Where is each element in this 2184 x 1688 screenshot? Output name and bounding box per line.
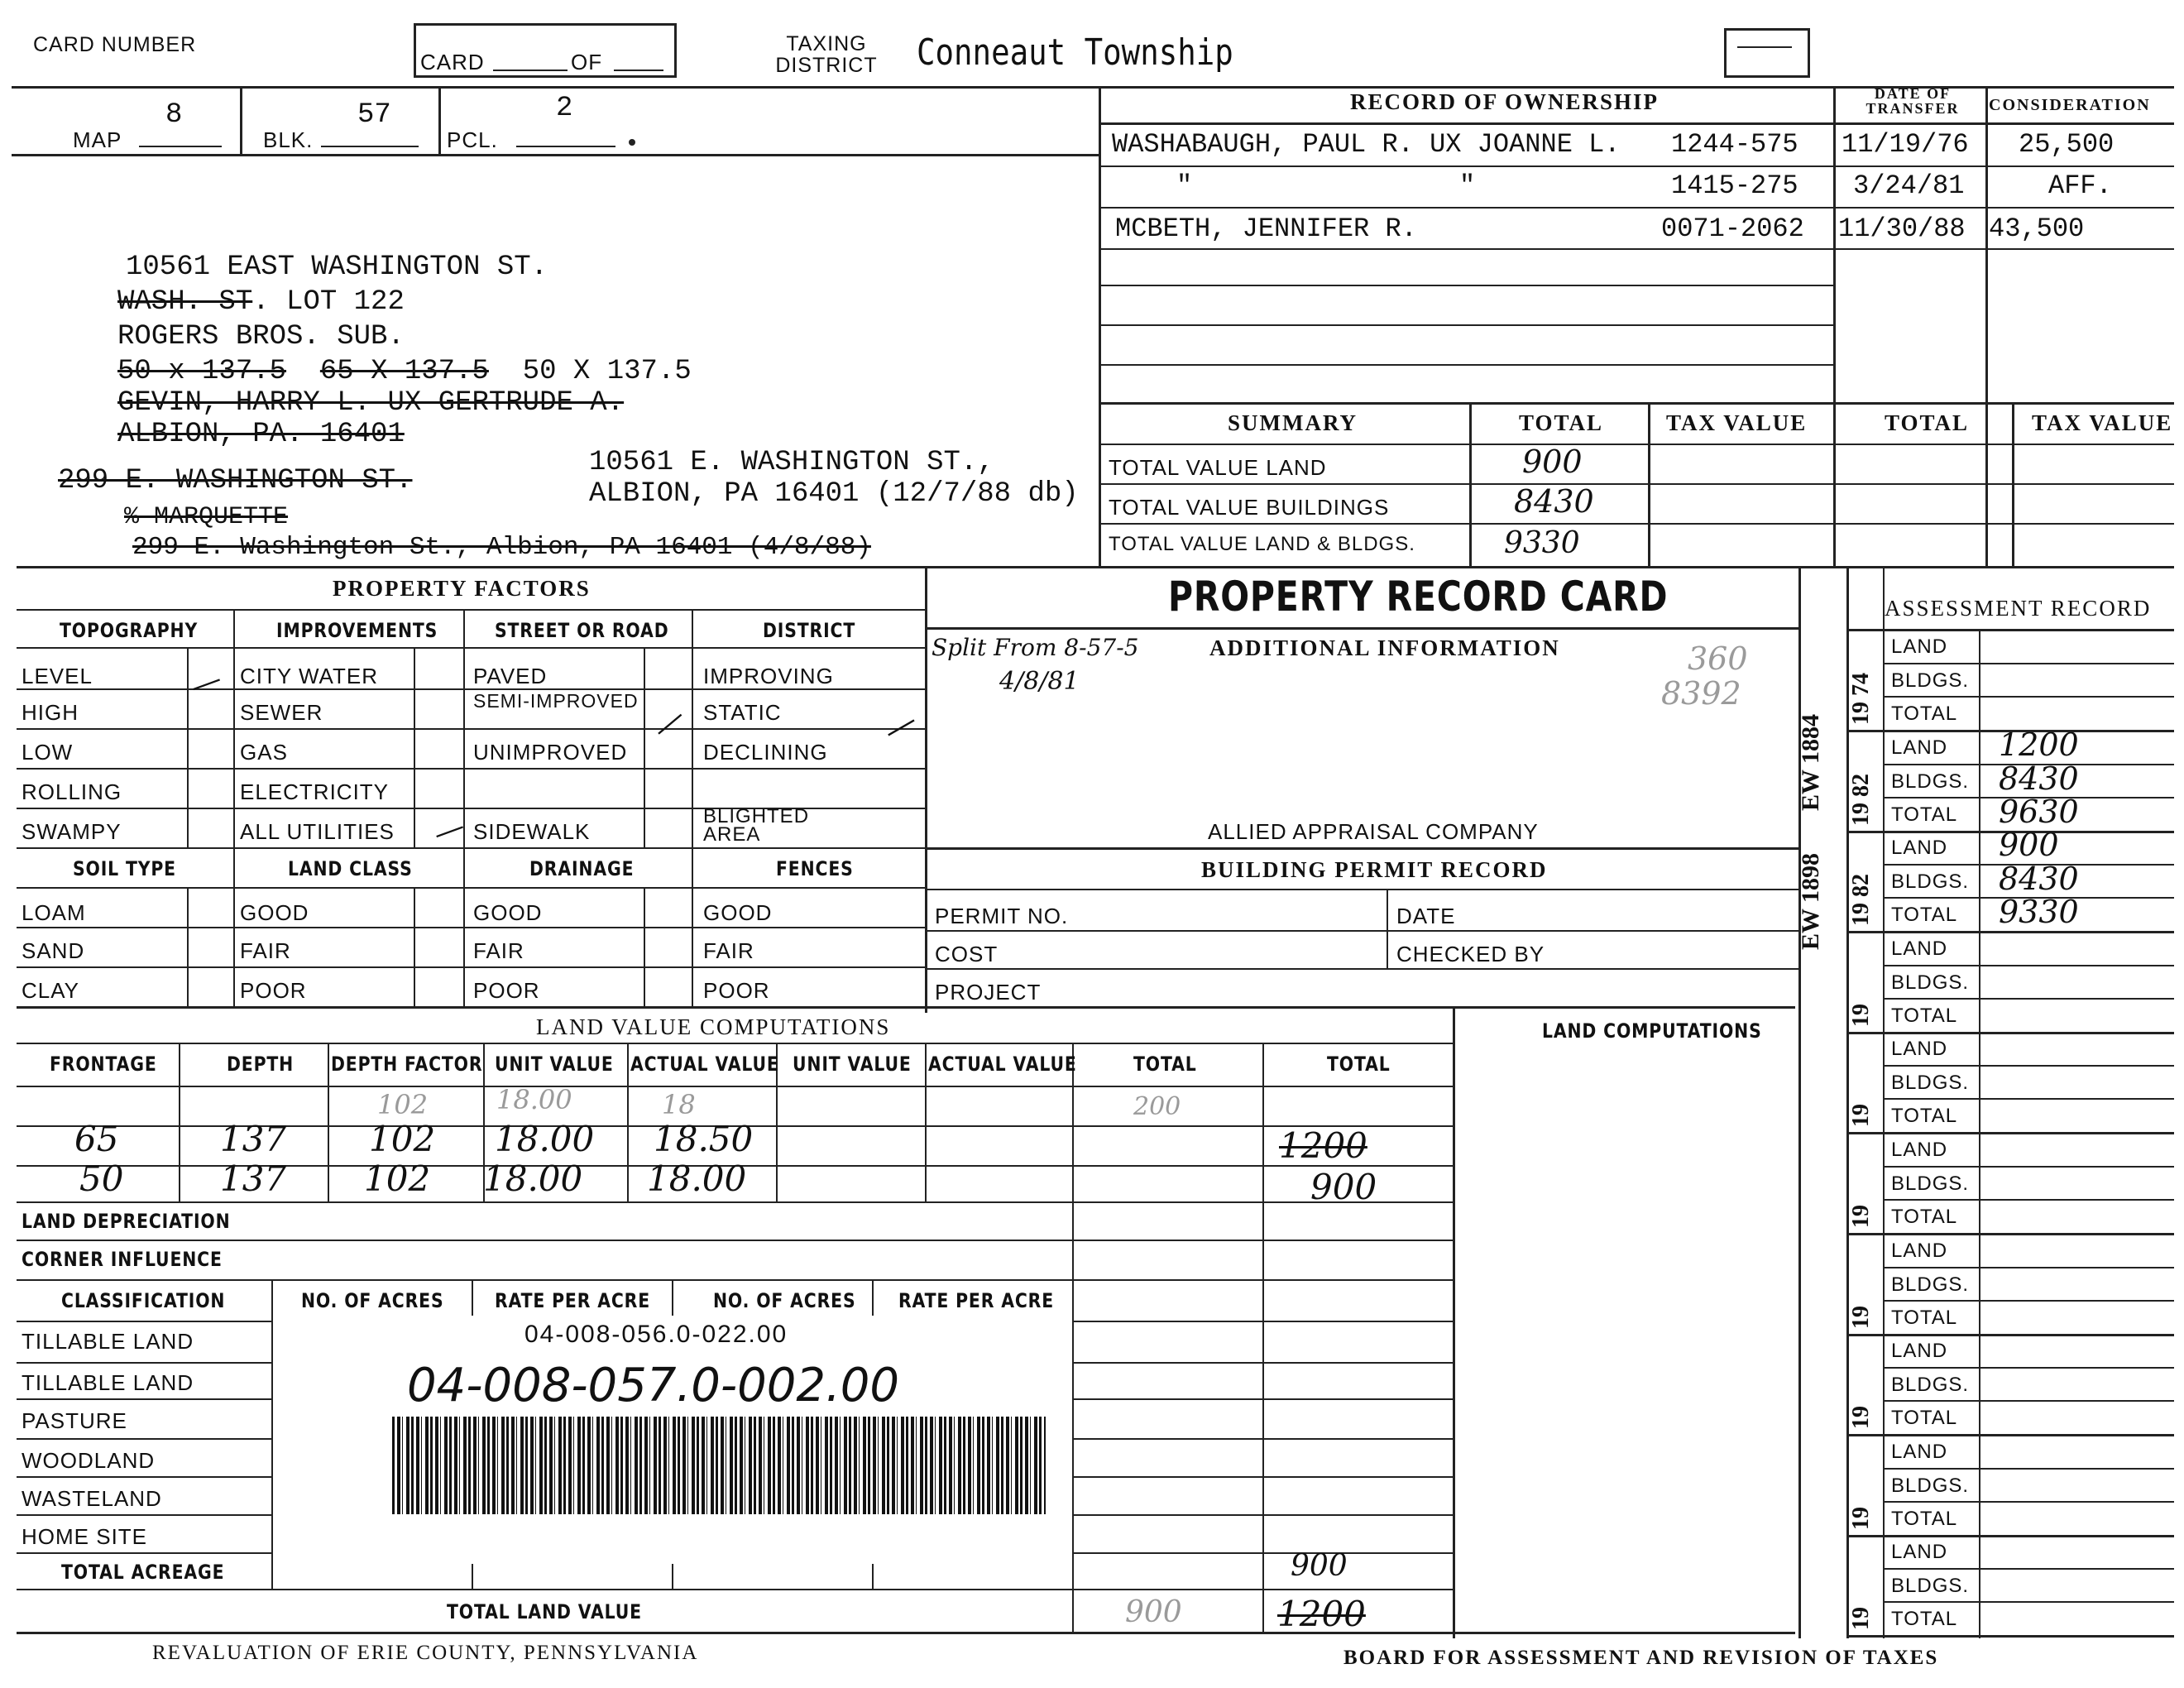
hdr-frontage: FRONTAGE <box>50 1053 157 1076</box>
owner-2-deed: 1415-275 <box>1671 170 1798 201</box>
assessment-row-line <box>1883 696 2174 698</box>
assessment-land-label: LAND <box>1891 736 1948 759</box>
assessment-divider <box>1846 1535 2174 1537</box>
property-factors-title: PROPERTY FACTORS <box>333 576 591 601</box>
checked-by-label: CHECKED BY <box>1396 942 1545 966</box>
assessment-total-label: TOTAL <box>1891 904 1958 926</box>
former-street: 299 E. WASHINGTON ST. <box>58 465 413 496</box>
owner-3-date: 11/30/88 <box>1838 213 1966 244</box>
assessment-bldgs-label: BLDGS. <box>1891 1575 1970 1597</box>
summary-tax-label: TAX VALUE <box>1666 410 1808 435</box>
assessment-land-label: LAND <box>1891 1240 1948 1262</box>
soil-sand: SAND <box>22 938 85 963</box>
soil-clay: CLAY <box>22 978 79 1003</box>
district-header: DISTRICT <box>763 619 856 642</box>
assessment-divider <box>1846 1132 2174 1134</box>
card-number-label: CARD NUMBER <box>33 33 197 56</box>
taxing-district-label: TAXING DISTRICT <box>775 32 878 77</box>
assessment-land-label: LAND <box>1891 1541 1948 1563</box>
blk-value: 57 <box>357 99 391 131</box>
drainage-header: DRAINAGE <box>529 857 635 880</box>
rate-header-2: RATE PER ACRE <box>898 1289 1055 1312</box>
drain-good: GOOD <box>473 900 543 925</box>
assessment-bldgs-label: BLDGS. <box>1891 1172 1970 1195</box>
topo-swampy: SWAMPY <box>22 819 122 844</box>
assessment-year: 19 74 <box>1848 673 1874 725</box>
assessment-row-line <box>1883 1065 2174 1067</box>
class-wasteland: WASTELAND <box>22 1486 162 1511</box>
assessment-year: 19 <box>1848 1607 1874 1630</box>
owner-2-date: 3/24/81 <box>1853 170 1965 201</box>
care-of: % MARQUETTE <box>124 503 289 531</box>
assessment-divider <box>1846 1233 2174 1235</box>
card-title: PROPERTY RECORD CARD <box>1168 573 1669 621</box>
assessment-year: 19 <box>1848 1306 1874 1329</box>
assessment-divider <box>1846 1334 2174 1336</box>
class-poor: POOR <box>240 978 307 1003</box>
street-paved: PAVED <box>473 664 548 688</box>
address-line3: ROGERS BROS. SUB. <box>117 321 405 352</box>
class-woodland: WOODLAND <box>22 1448 156 1473</box>
date-of-transfer-label: DATE OF TRANSFER <box>1866 85 1960 117</box>
additional-info-label: ADDITIONAL INFORMATION <box>1209 635 1560 660</box>
imp-all-utilities: ALL UTILITIES <box>240 819 395 844</box>
summary-bldg-total: 8430 <box>1514 483 1594 520</box>
class-pasture: PASTURE <box>22 1408 127 1433</box>
class-fair: FAIR <box>240 938 291 963</box>
faint-unit: 18.00 <box>496 1084 572 1115</box>
side-note-1: EW 1884 <box>1797 714 1824 811</box>
map-label: MAP <box>73 127 122 152</box>
land-depreciation-label: LAND DEPRECIATION <box>22 1210 231 1233</box>
total-acreage-label: TOTAL ACREAGE <box>61 1561 225 1584</box>
summary-total-label-2: TOTAL <box>1885 410 1970 435</box>
topography-header: TOPOGRAPHY <box>60 619 199 642</box>
drain-fair: FAIR <box>473 938 524 963</box>
fence-good: GOOD <box>703 900 773 925</box>
row2-depth: 137 <box>220 1158 287 1199</box>
check-mark-icon: — <box>187 663 225 703</box>
company-label: ALLIED APPRAISAL COMPANY <box>1208 819 1539 844</box>
assessment-year: 19 <box>1848 1004 1874 1027</box>
project-label: PROJECT <box>935 980 1042 1005</box>
assessment-year: 19 <box>1848 1205 1874 1228</box>
blk-label: BLK. <box>263 127 314 152</box>
split-date: 4/8/81 <box>999 667 1080 696</box>
taxing-district: Conneaut Township <box>917 31 1233 74</box>
check-mark-icon: — <box>878 703 922 748</box>
assessment-total-label: TOTAL <box>1891 1206 1958 1228</box>
row2-total: 900 <box>1310 1167 1377 1207</box>
assessment-total-value: 9330 <box>1999 894 2079 930</box>
assessment-divider <box>1846 1032 2174 1034</box>
summary-total-label: TOTAL <box>1519 410 1604 435</box>
assessment-land-label: LAND <box>1891 1139 1948 1161</box>
hdr-depth: DEPTH <box>227 1053 295 1076</box>
address-line2: WASH. ST. LOT 122 <box>117 286 405 318</box>
assessment-row-line <box>1883 998 2174 1000</box>
row2-unit: 18.00 <box>483 1158 583 1199</box>
row1-frontage: 65 <box>74 1119 119 1159</box>
assessment-row-line <box>1883 1199 2174 1201</box>
assessment-year: 19 <box>1848 1507 1874 1530</box>
ownership-title: RECORD OF OWNERSHIP <box>1350 89 1660 114</box>
class-header: CLASSIFICATION <box>61 1289 226 1312</box>
assessment-row-line <box>1883 1568 2174 1570</box>
split-note: Split From 8-57-5 <box>932 634 1139 661</box>
rate-header-1: RATE PER ACRE <box>495 1289 651 1312</box>
owner-2-name: " <box>1176 170 1193 201</box>
corner-influence-label: CORNER INFLUENCE <box>22 1248 223 1271</box>
card-label: CARD <box>420 50 485 74</box>
summary-land-label: TOTAL VALUE LAND <box>1109 455 1327 480</box>
faint-note-b: 8392 <box>1661 675 1741 712</box>
district-static: STATIC <box>703 700 782 725</box>
hdr-depth-factor: DEPTH FACTOR <box>331 1053 483 1076</box>
assessment-divider <box>1846 1434 2174 1436</box>
summary-bldg-label: TOTAL VALUE BUILDINGS <box>1109 495 1390 520</box>
total-land-value: 1200 <box>1277 1594 1366 1634</box>
total-land-value-label: TOTAL LAND VALUE <box>447 1600 642 1623</box>
of-label: OF <box>571 50 603 74</box>
barcode-icon <box>392 1417 1046 1514</box>
assessment-row-line <box>1883 965 2174 966</box>
assessment-total-label: TOTAL <box>1891 1608 1958 1630</box>
row2-factor: 102 <box>364 1158 431 1199</box>
acres-header-1: NO. OF ACRES <box>301 1289 444 1312</box>
topo-rolling: ROLLING <box>22 779 122 804</box>
assessment-year: 19 <box>1848 1406 1874 1429</box>
street-header: STREET OR ROAD <box>495 619 669 642</box>
class-tillable-1: TILLABLE LAND <box>22 1329 194 1354</box>
mail-line2: ALBION, PA 16401 (12/7/88 db) <box>589 478 1079 510</box>
hdr-actual-value: ACTUAL VALUE <box>630 1053 779 1076</box>
district-blighted: BLIGHTED AREA <box>703 805 810 846</box>
drain-poor: POOR <box>473 978 540 1003</box>
owner-2-consideration: AFF. <box>2048 170 2112 201</box>
improvements-header: IMPROVEMENTS <box>276 619 438 642</box>
class-home-site: HOME SITE <box>22 1524 148 1549</box>
assessment-year: 19 <box>1848 1104 1874 1127</box>
assessment-bldgs-label: BLDGS. <box>1891 971 1970 994</box>
assessment-total-label: TOTAL <box>1891 1307 1958 1329</box>
class-good: GOOD <box>240 900 309 925</box>
assessment-land-label: LAND <box>1891 635 1948 658</box>
total-acreage-value: 900 <box>1291 1549 1348 1583</box>
mail-line1: 10561 E. WASHINGTON ST., <box>589 447 994 478</box>
owner-1-date: 11/19/76 <box>1842 129 1969 160</box>
assessment-total-label: TOTAL <box>1891 1005 1958 1027</box>
assessment-row-line <box>1883 1400 2174 1402</box>
assessment-bldgs-label: BLDGS. <box>1891 870 1970 893</box>
assessment-divider <box>1846 1635 2174 1638</box>
assessment-land-label: LAND <box>1891 1441 1948 1463</box>
assessment-land-value: 900 <box>1999 827 2059 863</box>
map-value: 8 <box>165 99 183 131</box>
assessment-bldgs-value: 8430 <box>1999 861 2079 897</box>
assessment-row-line <box>1883 663 2174 664</box>
summary-both-total: 9330 <box>1504 526 1580 560</box>
row1-depth: 137 <box>220 1119 287 1159</box>
hdr-unit-value-2: UNIT VALUE <box>793 1053 912 1076</box>
assessment-total-label: TOTAL <box>1891 1508 1958 1530</box>
permit-title: BUILDING PERMIT RECORD <box>1201 857 1548 882</box>
district-improving: IMPROVING <box>703 664 834 688</box>
assessment-row-line <box>1883 1166 2174 1168</box>
assessment-land-label: LAND <box>1891 1038 1948 1060</box>
permit-no-label: PERMIT NO. <box>935 904 1069 928</box>
check-mark-icon: — <box>430 810 468 850</box>
former-city: ALBION, PA. 16401 <box>117 419 405 450</box>
consideration-label: CONSIDERATION <box>1989 96 2151 114</box>
side-note-2: EW 1898 <box>1797 853 1824 950</box>
assessment-divider <box>1846 931 2174 933</box>
topo-level: LEVEL <box>22 664 93 688</box>
acres-header-2: NO. OF ACRES <box>713 1289 856 1312</box>
assessment-bldgs-label: BLDGS. <box>1891 1374 1970 1396</box>
land-class-header: LAND CLASS <box>288 857 413 880</box>
assessment-total-value: 9630 <box>1999 794 2079 830</box>
summary-land-total: 900 <box>1522 444 1583 480</box>
assessment-bldgs-label: BLDGS. <box>1891 1273 1970 1296</box>
assessment-year: 19 82 <box>1848 774 1874 826</box>
faint-note-a: 360 <box>1688 640 1748 677</box>
old-address: 299 E. Washington St., Albion, PA 16401 (4/8/88) <box>132 533 871 562</box>
street-semi: SEMI-IMPROVED <box>473 690 639 712</box>
class-tillable-2: TILLABLE LAND <box>22 1370 194 1395</box>
fence-poor: POOR <box>703 978 770 1003</box>
row1-actual: 18.50 <box>654 1119 754 1159</box>
assessment-land-value: 1200 <box>1999 727 2079 763</box>
parcel-id-printed: 04-008-056.0-022.00 <box>524 1321 788 1348</box>
land-computations-label: LAND COMPUTATIONS <box>1542 1019 1762 1043</box>
assessment-bldgs-value: 8430 <box>1999 760 2079 797</box>
hdr-unit-value: UNIT VALUE <box>495 1053 614 1076</box>
assessment-year: 19 82 <box>1848 874 1874 926</box>
imp-water: CITY WATER <box>240 664 378 688</box>
fence-fair: FAIR <box>703 938 754 963</box>
parcel-id-written: 04-008-057.0-002.00 <box>407 1359 900 1412</box>
row2-frontage: 50 <box>79 1158 124 1199</box>
permit-date-label: DATE <box>1396 904 1456 928</box>
topo-high: HIGH <box>22 700 79 725</box>
assessment-row-line <box>1883 1098 2174 1100</box>
imp-electricity: ELECTRICITY <box>240 779 390 804</box>
owner-2-name-ditto: " <box>1459 170 1476 201</box>
assessment-row-line <box>1883 1501 2174 1503</box>
owner-1-deed: 1244-575 <box>1671 129 1798 160</box>
assessment-row-line <box>1883 1468 2174 1470</box>
owner-3-name: MCBETH, JENNIFER R. <box>1115 213 1417 244</box>
owner-1-name: WASHABAUGH, PAUL R. UX JOANNE L. <box>1112 129 1621 160</box>
owner-1-consideration: 25,500 <box>2019 129 2115 160</box>
cost-label: COST <box>935 942 999 966</box>
street-sidewalk: SIDEWALK <box>473 819 591 844</box>
assessment-total-label: TOTAL <box>1891 703 1958 725</box>
assessment-bldgs-label: BLDGS. <box>1891 669 1970 692</box>
pcl-label: PCL. <box>447 127 498 152</box>
faint-depth-factor: 102 <box>377 1089 429 1120</box>
hdr-total-2: TOTAL <box>1327 1053 1391 1076</box>
street-unimproved: UNIMPROVED <box>473 740 628 765</box>
row1-unit: 18.00 <box>495 1119 595 1159</box>
faint-total-land: 900 <box>1125 1595 1182 1629</box>
summary-tax-label-2: TAX VALUE <box>2032 410 2173 435</box>
topo-low: LOW <box>22 740 74 765</box>
summary-both-label: TOTAL VALUE LAND & BLDGS. <box>1109 533 1415 555</box>
land-value-title: LAND VALUE COMPUTATIONS <box>536 1014 891 1039</box>
footer-right: BOARD FOR ASSESSMENT AND REVISION OF TAXES <box>1343 1647 1939 1669</box>
imp-gas: GAS <box>240 740 288 765</box>
assessment-land-label: LAND <box>1891 1340 1948 1362</box>
imp-sewer: SEWER <box>240 700 323 725</box>
assessment-land-label: LAND <box>1891 938 1948 960</box>
address-line1: 10561 EAST WASHINGTON ST. <box>126 252 548 283</box>
faint-total: 200 <box>1133 1092 1181 1121</box>
assessment-bldgs-label: BLDGS. <box>1891 1475 1970 1497</box>
assessment-total-label: TOTAL <box>1891 1105 1958 1127</box>
hdr-actual-value-2: ACTUAL VALUE <box>928 1053 1077 1076</box>
pcl-value: 2 <box>556 93 573 124</box>
assessment-bldgs-label: BLDGS. <box>1891 1072 1970 1094</box>
footer-left: REVALUATION OF ERIE COUNTY, PENNSYLVANIA <box>152 1642 699 1664</box>
assessment-bldgs-label: BLDGS. <box>1891 770 1970 793</box>
assessment-total-label: TOTAL <box>1891 803 1958 826</box>
pcl-dot <box>629 139 635 146</box>
fences-header: FENCES <box>776 857 854 880</box>
assessment-row-line <box>1883 1267 2174 1268</box>
check-mark-icon: — <box>645 699 691 745</box>
assessment-total-label: TOTAL <box>1891 1407 1958 1429</box>
assessment-row-line <box>1883 1601 2174 1603</box>
owner-3-consideration: 43,500 <box>1989 213 2085 244</box>
assessment-title: ASSESSMENT RECORD <box>1885 596 2152 621</box>
summary-title: SUMMARY <box>1228 410 1358 435</box>
row1-factor: 102 <box>369 1119 436 1159</box>
assessment-row-line <box>1883 1367 2174 1369</box>
soil-header: SOIL TYPE <box>73 857 176 880</box>
row2-actual: 18.00 <box>647 1158 747 1199</box>
assessment-row-line <box>1883 1300 2174 1302</box>
row1-total: 1200 <box>1279 1125 1367 1166</box>
faint-actual: 18 <box>662 1089 696 1120</box>
owner-3-deed: 0071-2062 <box>1661 213 1804 244</box>
district-declining: DECLINING <box>703 740 828 765</box>
assessment-land-label: LAND <box>1891 837 1948 859</box>
corner-box <box>1724 28 1810 78</box>
soil-loam: LOAM <box>22 900 86 925</box>
address-dims: 50 x 137.5 65 X 137.5 50 X 137.5 <box>117 356 692 387</box>
hdr-total: TOTAL <box>1133 1053 1197 1076</box>
former-owner: GEVIN, HARRY L. UX GERTRUDE A. <box>117 387 625 419</box>
